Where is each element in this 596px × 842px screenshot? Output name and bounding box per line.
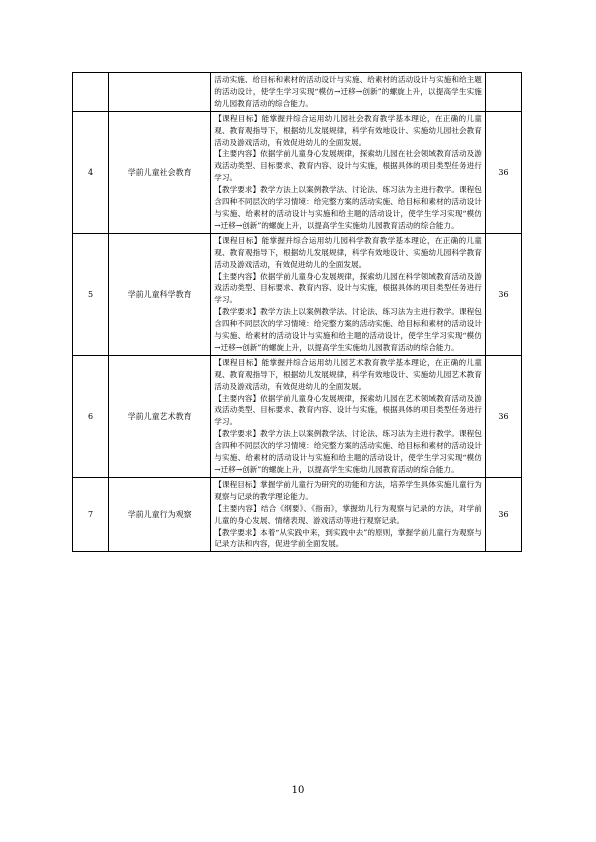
course-name: 学前儿童社会教育 (109, 111, 211, 233)
course-row (73, 477, 522, 551)
course-hours: 36 (485, 355, 521, 477)
course-description-paragraph: 【教学要求】教学方法上以案例教学法、讨论法、练习法为主进行教学。课程包含四种不同层次的学习情境：给完整方案的活动实施、给目标和素材的活动设计与实施、给素材的活动设计与实施和给主题的活动设计，使学生学习实现“模仿→迁移→创新”的螺旋上升，以提高学生实施幼儿园教育活动的综合能力。 (214, 307, 482, 352)
course-number: 4 (73, 111, 109, 233)
course-description-paragraph: 【主要内容】结合《纲要》、《指南》，掌握幼儿行为观察与记录的方法，对学前儿童的身心发展、情绪表现、游戏活动等进行观察记录。 (214, 503, 482, 525)
course-hours: 36 (485, 233, 521, 355)
course-name: 学前儿童行为观察 (109, 477, 211, 551)
course-description-paragraph: 【课程目标】掌握学前儿童行为研究的功能和方法，培养学生具体实施儿童行为观察与记录的教学理论能力。 (214, 479, 482, 501)
course-description-paragraph: 【教学要求】教学方法上以案例教学法、讨论法、练习法为主进行教学。课程包含四种不同层次的学习情境：给完整方案的活动实施、给目标和素材的活动设计与实施、给素材的活动设计与实施和给主题的活动设计，使学生学习实现“模仿→迁移→创新”的螺旋上升，以提高学生实施幼儿园教育活动的综合能力。 (214, 429, 482, 474)
course-row (73, 111, 522, 233)
course-hours: 36 (485, 477, 521, 551)
page-number: 10 (291, 785, 305, 796)
course-table (72, 72, 522, 552)
course-number (73, 73, 109, 112)
course-description-paragraph: 【主要内容】依据学前儿童身心发展规律，探索幼儿园在科学领域教育活动及游戏活动类型、目标要求、教育内容、设计与实施，根据具体的项目类型任务进行学习。 (214, 271, 482, 305)
course-description-paragraph: 【课程目标】能掌握并综合运用幼儿园社会教育教学基本理论，在正确的儿童观、教育观指导下，根据幼儿发展规律，科学有效地设计、实施幼儿园社会教育活动及游戏活动，有效促进幼儿的全面发展。 (214, 113, 482, 147)
course-row (73, 73, 522, 112)
course-number: 5 (73, 233, 109, 355)
course-description (211, 111, 486, 233)
course-name (109, 73, 211, 112)
course-description-paragraph: 【教学要求】教学方法上以案例教学法、讨论法、练习法为主进行教学。课程包含四种不同层次的学习情境：给完整方案的活动实施、给目标和素材的活动设计与实施、给素材的活动设计与实施和给主题的活动设计，使学生学习实现“模仿→迁移→创新”的螺旋上升，以提高学生实施幼儿园教育活动的综合能力。 (214, 185, 482, 230)
course-description-paragraph: 【教学要求】本着“从实践中来，到实践中去”的原则，掌握学前儿童行为观察与记录方法和内容，促进学前全面发展。 (214, 527, 482, 549)
course-row (73, 355, 522, 477)
course-number: 7 (73, 477, 109, 551)
course-hours: 36 (485, 111, 521, 233)
course-description-paragraph: 【主要内容】依据学前儿童身心发展规律，探索幼儿园在艺术领域教育活动及游戏活动类型、目标要求、教育内容、设计与实施，根据具体的项目类型任务进行学习。 (214, 393, 482, 427)
course-number: 6 (73, 355, 109, 477)
course-description-paragraph: 活动实施、给目标和素材的活动设计与实施、给素材的活动设计与实施和给主题的活动设计，使学生学习实现“模仿→迁移→创新”的螺旋上升，以提高学生实施幼儿园教育活动的综合能力。 (214, 75, 482, 108)
course-description-paragraph: 【课程目标】能掌握并综合运用幼儿园科学教育教学基本理论，在正确的儿童观、教育观指导下，根据幼儿发展规律，科学有效地设计、实施幼儿园科学教育活动及游戏活动，有效促进幼儿的全面发展。 (214, 235, 482, 269)
course-description-paragraph: 【主要内容】依据学前儿童身心发展规律，探索幼儿园在社会领域教育活动及游戏活动类型、目标要求、教育内容、设计与实施，根据具体的项目类型任务进行学习。 (214, 149, 482, 183)
course-name: 学前儿童艺术教育 (109, 355, 211, 477)
course-description (211, 477, 486, 551)
course-hours (485, 73, 521, 112)
course-description (211, 355, 486, 477)
course-row (73, 233, 522, 355)
course-description (211, 73, 486, 112)
course-description (211, 233, 486, 355)
course-table-body (73, 73, 522, 552)
course-name: 学前儿童科学教育 (109, 233, 211, 355)
course-description-paragraph: 【课程目标】能掌握并综合运用幼儿园艺术教育教学基本理论，在正确的儿童观、教育观指导下，根据幼儿发展规律，科学有效地设计、实施幼儿园艺术教育活动及游戏活动，有效促进幼儿的全面发展。 (214, 357, 482, 391)
